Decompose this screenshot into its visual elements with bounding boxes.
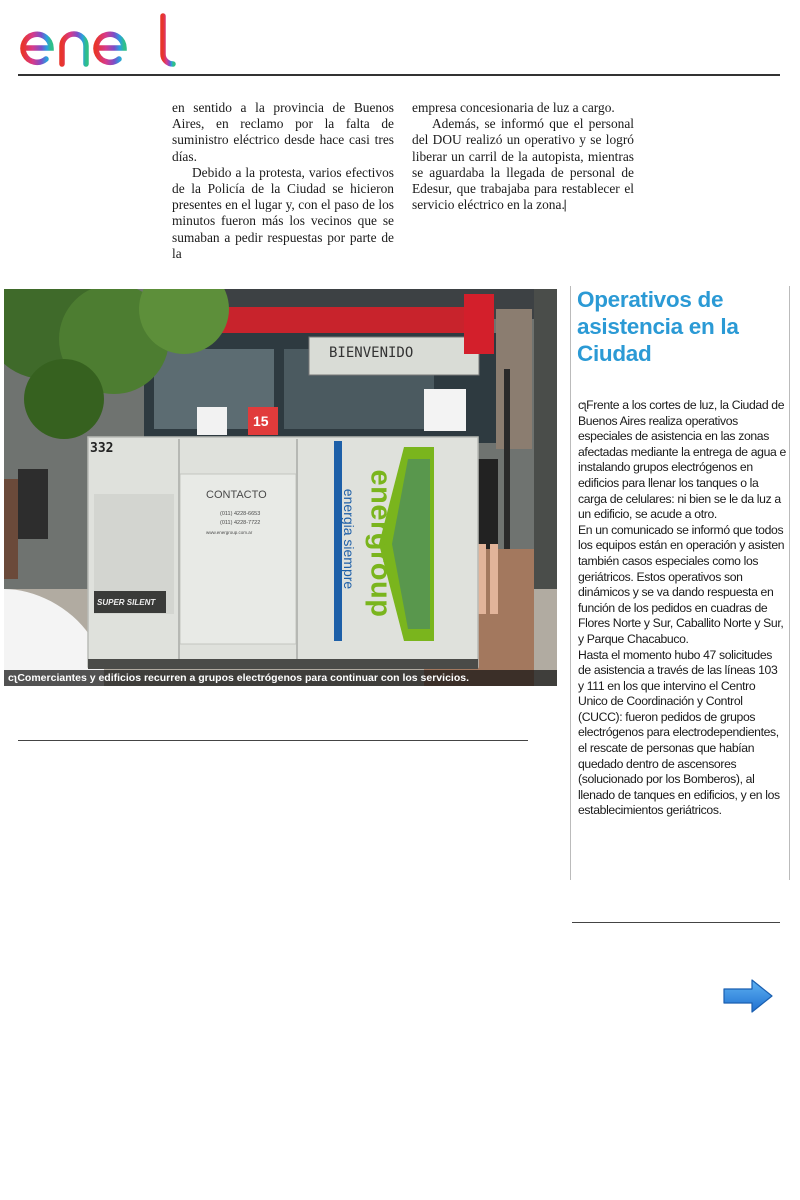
generator-number: 332 (90, 441, 114, 456)
enel-logo (18, 10, 178, 68)
sidebar-paragraph: En un comunicado se informó que todos los equipos están en operación y asisten también casos especiales como los geriátricos. Estos operativos son dinámicos y se va dando respuesta en función de los pedidos en cuadras de Flores Norte y Sur, Caballito Norte y Sur, y Parque Chacabuco. (578, 522, 785, 646)
sidebar-title: Operativos de asistencia en la Ciudad (577, 287, 739, 366)
photo-illustration (4, 289, 557, 686)
sidebar-paragraph (578, 398, 786, 523)
contact-panel (206, 489, 284, 535)
sidebar-body (578, 398, 786, 819)
arrow-right-icon[interactable] (722, 978, 774, 1014)
contact-label: CONTACTO (206, 489, 267, 501)
sidebar-rule (572, 922, 780, 923)
section-rule (18, 740, 528, 741)
generator-slogan-text: energia siempre (341, 488, 357, 590)
generator-brand (356, 439, 396, 639)
lead-mark-icon: ᴄʅ (578, 398, 587, 412)
end-mark-icon: ▏ (564, 201, 573, 213)
contact-web: www.energroup.com.ar (206, 530, 253, 535)
contact-phone: (011) 4228-6653 (220, 511, 261, 517)
article-column-right (412, 100, 634, 215)
sidebar-paragraph: Hasta el momento hubo 47 solicitudes de asistencia a través de las líneas 103 y 111 en los que intervino el Centro Unico de Coordinación y Control (CUCC): fueron pedidos de grupos electrógenos para electrodependientes, el rescate de personas que habían quedado dentro de ascensores (solucionado por los Bomberos), al llenado de tanques en edificios, y en los establecimientos geriátricos. (578, 647, 780, 818)
photo-caption (4, 670, 557, 686)
generator-model: SUPER SILENT (97, 598, 156, 607)
store-sign: BIENVENIDO (329, 345, 414, 361)
article-photo (4, 289, 557, 686)
generator-slogan (334, 439, 357, 639)
header-rule (18, 74, 780, 76)
caption-mark-icon: ᴄʅ (8, 672, 18, 684)
generator-brand-text: energroup (364, 469, 397, 618)
sidebar-paragraph-text: Frente a los cortes de luz, la Ciudad de Buenos Aires realiza operativos especiales de asistencia en las zonas afectadas mediante la entrega de agua e instalando grupos electrógenos en edificios para llenar los tanques o la carga de celulares: ni bien se le da luz a un edificio, se acude a otro. (578, 398, 786, 522)
article-column-left (172, 100, 394, 262)
article-paragraph: en sentido a la provincia de Buenos Aires, en reclamo por la falta de suministro eléctrico desde hace casi tres días. (172, 100, 394, 164)
article-paragraph-text: Además, se informó que el personal del DOU realizó un operativo y se logró liberar un carril de la autopista, mientras se aguardaba la llegada de personal de Edesur, que trabajaba para restablecer el servicio eléctrico en la zona. (412, 116, 634, 213)
article-paragraph: empresa concesionaria de luz a cargo. (412, 100, 615, 115)
contact-phone: (011) 4228-7722 (220, 520, 261, 526)
article-paragraph: Debido a la protesta, varios efectivos de la Policía de la Ciudad se hicieron presentes en el lugar y, con el paso de los minutos fueron más los vecinos que se sumaban a pedir respuestas por parte de la (172, 164, 394, 261)
price-tag: 15 (253, 413, 269, 429)
article-paragraph (412, 116, 634, 215)
photo-caption-text: Comerciantes y edificios recurren a grupos electrógenos para continuar con los servicios. (17, 672, 469, 684)
